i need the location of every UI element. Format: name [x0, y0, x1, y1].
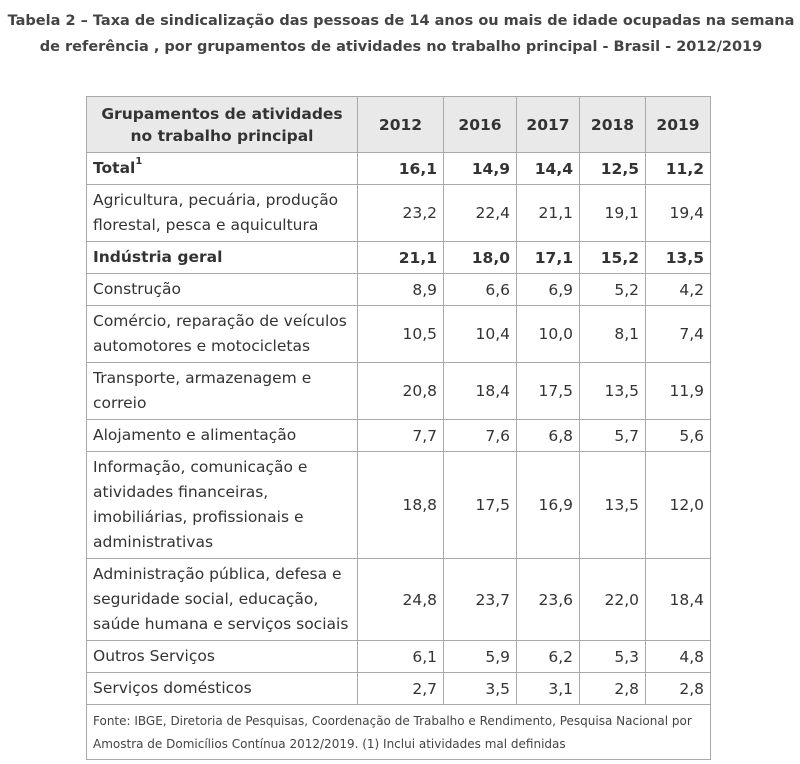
table-row: [87, 559, 711, 641]
row-label: [87, 153, 358, 185]
value-cell: 23,2: [358, 185, 444, 242]
value-cell: 13,5: [580, 452, 646, 559]
value-cell: 18,4: [646, 559, 711, 641]
table-row: [87, 363, 711, 420]
row-label: [87, 185, 358, 242]
row-label-text: Transporte, armazenagem e correio: [93, 369, 312, 412]
value-cell: 17,5: [517, 363, 580, 420]
value-cell: 8,9: [358, 274, 444, 306]
sindicalizacao-table: [86, 96, 711, 760]
value-cell: 18,0: [444, 242, 517, 274]
table-row: [87, 452, 711, 559]
header-group: Grupamentos de atividades no trabalho principal: [87, 97, 358, 153]
value-cell: 10,5: [358, 306, 444, 363]
row-label: [87, 673, 358, 705]
source-note: Fonte: IBGE, Diretoria de Pesquisas, Coordenação de Trabalho e Rendimento, Pesquisa Nacional por Amostra de Domicílios Contínua 2012/2019. (1) Inclui atividades mal definidas: [87, 705, 711, 760]
value-cell: 14,4: [517, 153, 580, 185]
row-label-text: Indústria geral: [93, 248, 223, 266]
row-label-text: Alojamento e alimentação: [93, 426, 297, 444]
value-cell: 2,7: [358, 673, 444, 705]
value-cell: 6,9: [517, 274, 580, 306]
row-label: [87, 306, 358, 363]
value-cell: 15,2: [580, 242, 646, 274]
row-label: [87, 559, 358, 641]
value-cell: 10,0: [517, 306, 580, 363]
row-label: [87, 452, 358, 559]
header-year: 2017: [517, 97, 580, 153]
value-cell: 22,0: [580, 559, 646, 641]
row-label-text: Agricultura, pecuária, produção florestal, pesca e aquicultura: [93, 191, 339, 234]
table-row: [87, 420, 711, 452]
value-cell: 23,7: [444, 559, 517, 641]
table-row: [87, 306, 711, 363]
table-row: [87, 242, 711, 274]
value-cell: 16,9: [517, 452, 580, 559]
value-cell: 22,4: [444, 185, 517, 242]
row-label-text: Outros Serviços: [93, 647, 215, 665]
value-cell: 6,2: [517, 641, 580, 673]
row-label: [87, 274, 358, 306]
value-cell: 19,1: [580, 185, 646, 242]
value-cell: 11,2: [646, 153, 711, 185]
value-cell: 11,9: [646, 363, 711, 420]
value-cell: 8,1: [580, 306, 646, 363]
value-cell: 7,6: [444, 420, 517, 452]
value-cell: 17,5: [444, 452, 517, 559]
value-cell: 14,9: [444, 153, 517, 185]
table-title: Tabela 2 – Taxa de sindicalização das pessoas de 14 anos ou mais de idade ocupadas na semana de referência , por grupamentos de atividades no trabalho principal - Brasil - 2012/2019: [7, 13, 795, 55]
value-cell: 3,1: [517, 673, 580, 705]
value-cell: 10,4: [444, 306, 517, 363]
table-row: [87, 185, 711, 242]
value-cell: 7,4: [646, 306, 711, 363]
value-cell: 21,1: [517, 185, 580, 242]
header-row: [87, 97, 711, 153]
value-cell: 3,5: [444, 673, 517, 705]
value-cell: 2,8: [580, 673, 646, 705]
table-body: [87, 153, 711, 705]
value-cell: 19,4: [646, 185, 711, 242]
header-year: 2018: [580, 97, 646, 153]
row-label-text: Construção: [93, 280, 181, 298]
value-cell: 20,8: [358, 363, 444, 420]
value-cell: 5,9: [444, 641, 517, 673]
table-row: [87, 673, 711, 705]
value-cell: 5,6: [646, 420, 711, 452]
value-cell: 21,1: [358, 242, 444, 274]
header-year: 2019: [646, 97, 711, 153]
table-row: [87, 153, 711, 185]
value-cell: 5,2: [580, 274, 646, 306]
row-label-text: Informação, comunicação e atividades financeiras, imobiliárias, profissionais e administrativas: [93, 458, 308, 551]
row-label-text: Comércio, reparação de veículos automotores e motocicletas: [93, 312, 347, 355]
row-label-text: Serviços domésticos: [93, 679, 252, 697]
value-cell: 6,6: [444, 274, 517, 306]
row-label: [87, 641, 358, 673]
value-cell: 17,1: [517, 242, 580, 274]
row-label: [87, 363, 358, 420]
value-cell: 6,8: [517, 420, 580, 452]
value-cell: 2,8: [646, 673, 711, 705]
value-cell: 4,8: [646, 641, 711, 673]
table-row: [87, 641, 711, 673]
value-cell: 5,7: [580, 420, 646, 452]
row-label: [87, 242, 358, 274]
value-cell: 13,5: [580, 363, 646, 420]
header-year: 2012: [358, 97, 444, 153]
value-cell: 18,4: [444, 363, 517, 420]
row-label-text: Administração pública, defesa e seguridade social, educação, saúde humana e serviços sociais: [93, 565, 349, 633]
value-cell: 5,3: [580, 641, 646, 673]
value-cell: 18,8: [358, 452, 444, 559]
value-cell: 23,6: [517, 559, 580, 641]
value-cell: 12,5: [580, 153, 646, 185]
source-row: [87, 705, 711, 760]
row-label-text: Total: [93, 159, 136, 177]
value-cell: 24,8: [358, 559, 444, 641]
row-label: [87, 420, 358, 452]
footnote-marker: 1: [135, 155, 143, 167]
value-cell: 4,2: [646, 274, 711, 306]
value-cell: 6,1: [358, 641, 444, 673]
value-cell: 7,7: [358, 420, 444, 452]
value-cell: 12,0: [646, 452, 711, 559]
value-cell: 13,5: [646, 242, 711, 274]
header-year: 2016: [444, 97, 517, 153]
value-cell: 16,1: [358, 153, 444, 185]
table-row: [87, 274, 711, 306]
